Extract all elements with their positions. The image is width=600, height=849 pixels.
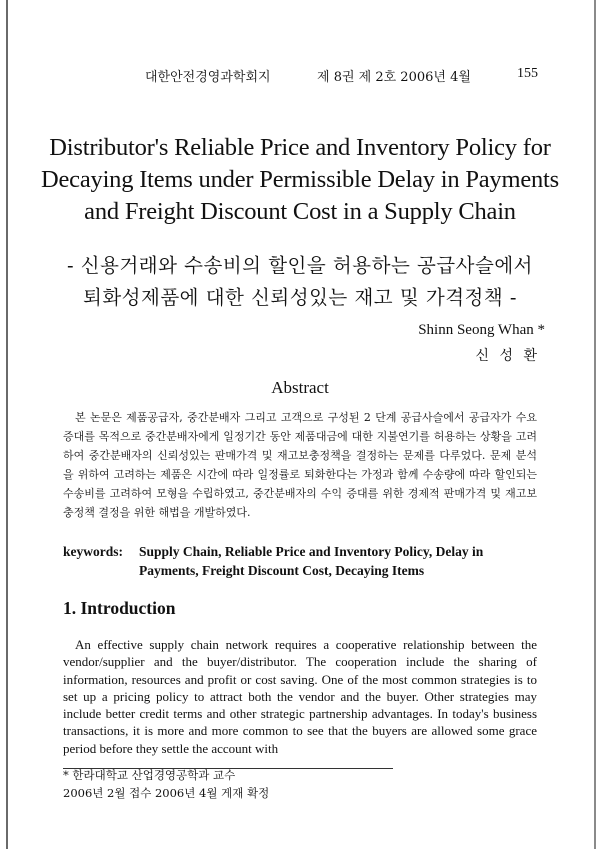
title-line-ko: - 신용거래와 수송비의 할인을 허용하는 공급사슬에서 bbox=[67, 254, 533, 277]
footnote-affiliation: * 한라대학교 산업경영공학과 교수 bbox=[63, 768, 236, 782]
title-line: and Freight Discount Cost in a Supply Chain bbox=[84, 198, 516, 225]
paper-title-ko bbox=[20, 250, 580, 314]
author-name-ko: 신 성 환 bbox=[475, 348, 540, 364]
paper-title-en bbox=[30, 132, 570, 228]
abstract-heading: Abstract bbox=[271, 378, 329, 397]
abstract-body bbox=[63, 408, 537, 522]
journal-name: 대한안전경영과학회지 bbox=[145, 70, 271, 85]
page-number: 155 bbox=[517, 66, 538, 81]
author-name-en: Shinn Seong Whan * bbox=[418, 322, 545, 338]
title-line: Decaying Items under Permissible Delay in Payments bbox=[41, 166, 559, 193]
section-heading-introduction: 1. Introduction bbox=[63, 598, 176, 618]
keywords-label: keywords: bbox=[63, 544, 123, 559]
introduction-body bbox=[63, 636, 537, 757]
scan-edge-right bbox=[594, 0, 596, 849]
scan-edge-left bbox=[6, 0, 8, 849]
footnote bbox=[63, 766, 269, 802]
issue-info: 제 8권 제 2호 2006년 4월 bbox=[317, 70, 471, 85]
abstract-paragraph: 본 논문은 제품공급자, 중간분배자 그리고 고객으로 구성된 2 단계 공급사슬에서 공급자가 수요 증대를 목적으로 중간분배자에게 일정기간 동안 제품대금에 대한 지불연기를 허용하는 상황을 고려하여 중간분배자의 신뢰성있는 판매가격 및 재고보충정책을 결정하는 문제를 다루었다. 문제 분석을 위하여 고려하는 제품은 시간에 따라 일정률로 퇴화한다는 가정과 함께 수송량에 따라 할인되는 수송비를 고려하여 모형을 수립하였고, 중간분배자의 수익 증대를 위한 경제적 판매가격 및 재고보충정책 결정을 위한 해법을 개발하였다. bbox=[63, 411, 537, 519]
footnote-dates: 2006년 2월 접수 2006년 4월 게재 확정 bbox=[63, 786, 270, 800]
title-line: Distributor's Reliable Price and Inventory Policy for bbox=[49, 134, 551, 161]
keywords-text: Supply Chain, Reliable Price and Inventory Policy, Delay in Payments, Freight Discount Cost, Decaying Items bbox=[139, 544, 484, 578]
running-header bbox=[0, 66, 600, 90]
introduction-paragraph: An effective supply chain network requires a cooperative relationship between the vendor/supplier and the buyer/distributor. The cooperation include the sharing of information, resources and profit or cost saving. One of the most common strategies is to set up a pricing policy to attract both the vendor and the buyer. Other strategies may include better credit terms and other strategic partnership advantages. In today's business transactions, it is more and more common to see that the buyers are allowed some grace period before they settle the account with bbox=[63, 637, 537, 756]
title-line-ko: 퇴화성제품에 대한 신뢰성있는 재고 및 가격정책 - bbox=[82, 286, 518, 309]
